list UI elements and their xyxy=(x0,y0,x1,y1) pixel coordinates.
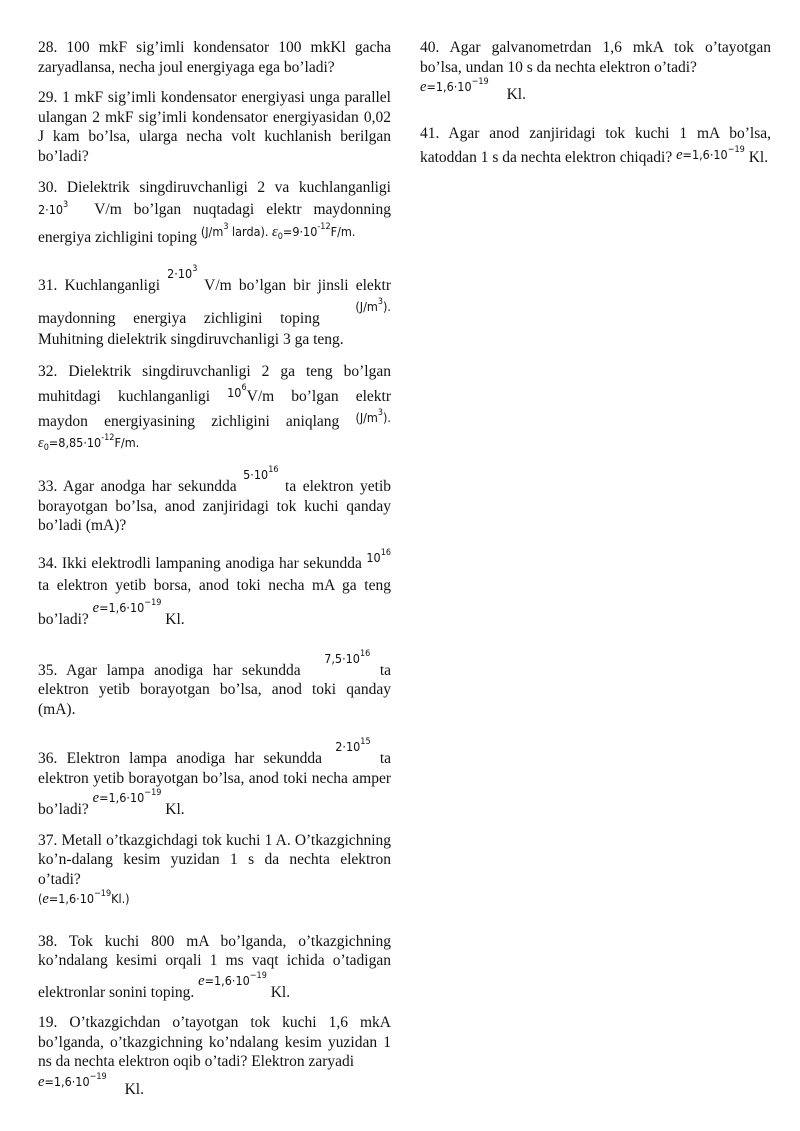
question-40: 40. Agar galvanometrdan 1,6 mkA tok o’tayotgan bo’lsa, undan 10 s da nechta elektron o’tadi? $e=1,6\cdot 10^{-19}$ Kl. xyxy=(420,39,771,103)
formula: $\varepsilon_0=8,85\cdot 10^{-12}F/m$. xyxy=(38,433,140,453)
question-41: 41. Agar anod zanjiridagi tok kuchi 1 mA bo’lsa, katoddan 1 s da nechta elektron chiqadi? $e=1,6\cdot 10^{-19}$ Kl. xyxy=(420,124,771,166)
question-30: 30. Dielektrik singdiruvchanligi 2 va kuchlanganligi $2\cdot 10^3$ V/m bo’lgan nuqtadagi elektr maydonning energiya zichligini toping $^{(J/m^3 larda). \varepsilon_0=9\cdot 10^{-12}F/m.}$ xyxy=(38,179,391,246)
formula: 106 xyxy=(227,383,247,400)
right-column xyxy=(420,38,771,179)
formula: e=1,6·10−19 xyxy=(198,970,267,989)
formula: $e=1,6\cdot 10^{-19}$ xyxy=(676,144,745,163)
question-33: 33. Agar anodga har sekundda $^{5\cdot 10^{16}}$ ta elektron yetib borayotgan bo’lsa, anod zanjiridagi tok kuchi qanday bo’ladi (mA)? xyxy=(38,465,391,534)
formula: e=1,6·10−19 xyxy=(92,597,162,616)
question-29: 29. 1 mkF sig’imli kondensator energiyasi unga parallel ulangan 2 mkF sig’imli kondensator energiyasidan 0,02 J kam bo’lsa, ularga necha volt kuchlanish berilgan bo’ladi? xyxy=(38,89,391,165)
question-19: 19. O’tkazgichdan o’tayotgan tok kuchi 1,6 mkA bo’lganda, o’tkazgichning ko’ndalang kesim yuzidan 1 ns da nechta elektron oqib o’tadi? Elektron zaryadi $e=1,6\cdot 10^{-19}$ Kl. xyxy=(38,1014,391,1098)
formula: e=1,6·10−19 xyxy=(92,788,162,806)
formula: (J/m3). xyxy=(355,297,391,314)
formula: 2·1015 xyxy=(335,737,371,754)
formula: 5·1016 xyxy=(243,465,279,482)
question-38: 38. Tok kuchi 800 mA bo’lganda, o’tkazgichning ko’ndalang kesimi orqali 1 ms vaqt ichida o’tadigan elektronlar sonini toping. $^{e=1,6\cdot 10^{-19}}$ Kl. xyxy=(38,932,391,1001)
formula: 2·103 xyxy=(167,264,198,281)
question-36: 36. Elektron lampa anodiga har sekundda $^{2\cdot 10^{15}}$ ta elektron yetib borayotgan bo’lsa, anod toki necha amper bo’ladi? $^{e=1,6\cdot 10^{-19}}$ Kl. xyxy=(38,737,392,818)
formula: $e=1,6\cdot 10^{-19}$ xyxy=(420,77,489,95)
left-column xyxy=(38,38,391,1110)
formula: 1016 xyxy=(366,547,391,565)
formula: (J/m3). xyxy=(355,408,392,425)
question-35: 35. Agar lampa anodiga har sekundda $^{7,5\cdot 10^{16}}$ ta elektron yetib borayotgan bo’lsa, anod toki qanday (mA). xyxy=(38,648,392,718)
question-28: 28. 100 mkF sig’imli kondensator 100 mkKl gacha zaryadlansa, necha joul energiyaga ega bo’ladi? xyxy=(38,39,391,76)
formula: $(e=1,6\cdot 10^{-19}Kl.)$ xyxy=(38,889,130,907)
question-32: 32. Dielektrik singdiruvchanligi 2 ga teng bo’lgan muhitdagi kuchlanganligi $^{10^6}$V/m bo’lgan elektr maydon energiyasining zichligini aniqlang $^{(J/m^3).}$ $\varepsilon_0=8,85\cdot 10^{-12}F/m$. xyxy=(38,363,392,453)
formula: $2\cdot 10^3$ xyxy=(38,200,69,217)
formula: 7,5·1016 xyxy=(324,648,371,666)
formula: (J/m3 larda). ε0=9·10-12F/m. xyxy=(200,222,356,242)
formula: $e=1,6\cdot 10^{-19}$ xyxy=(38,1071,107,1090)
question-31: 31. Kuchlanganligi $^{2\cdot 10^3}$ V/m bo’lgan bir jinsli elektr maydonning energiya zichligini toping $^{(J/m^3).}$ Muhitning dielektrik singdiruvchanligi 3 ga teng. xyxy=(38,264,391,348)
question-37: 37. Metall o’tkazgichdagi tok kuchi 1 A. O’tkazgichning ko’n-dalang kesim yuzidan 1 s da nechta elektron o’tadi? $(e=1,6\cdot 10^{-19}Kl.)$ xyxy=(38,831,391,907)
question-34: 34. Ikki elektrodli lampaning anodiga har sekundda $^{10^{16}}$ ta elektron yetib borsa, anod toki necha mA ga teng bo’ladi? $^{e=1,6\cdot 10^{-19}}$ Kl. xyxy=(38,547,391,628)
